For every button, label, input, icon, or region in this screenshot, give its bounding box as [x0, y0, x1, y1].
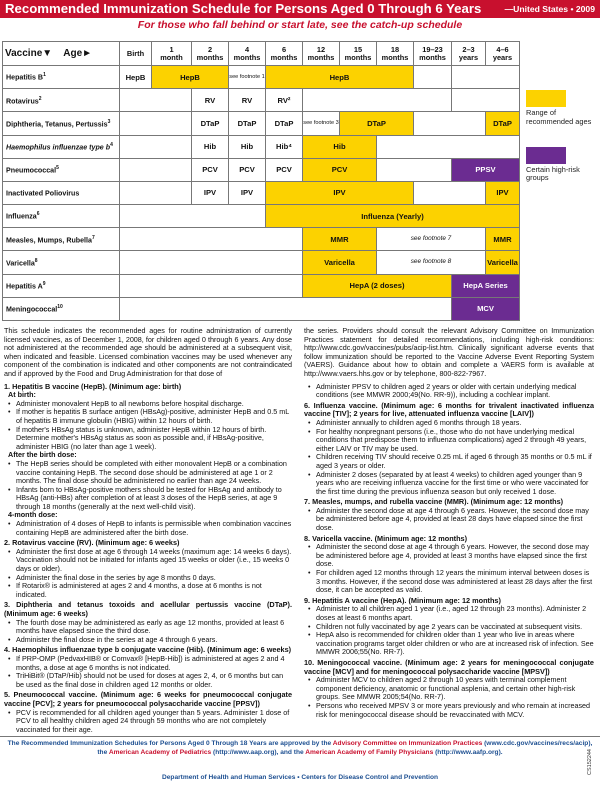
intro-right: the series. Providers should consult the relevant Advisory Committee on Immunization Practices statement for detailed recommendations, including high-risk conditions: http://www.cdc.gov/vaccines/pubs/acip-list.htm. Clinically significant adverse events that follow immunization should be reported to the Vaccine Adverse Event Reporting System (VAERS). Guidance about how to obtain and complete a VAERS form is available at http://www.vaers.hhs.gov or by telephone, 800-822-7967. [304, 327, 594, 378]
footnote-ref-cell: see footnote 8 [377, 251, 486, 274]
empty-cell [120, 274, 303, 297]
age-col-header: 12 months [303, 42, 340, 66]
legend-swatch-recommended [526, 90, 566, 107]
vaccine-name: Influenza$^6$ [3, 205, 120, 228]
empty-cell [120, 205, 266, 228]
recommended-age-cell: Varicella [486, 251, 520, 274]
age-col-header: 4–6 years [486, 42, 520, 66]
dose-cell: IPV [192, 181, 229, 204]
page-title: Recommended Immunization Schedule for Persons Aged 0 Through 6 Years [5, 1, 482, 16]
page-subtitle: For those who fall behind or start late, see the catch-up schedule [137, 19, 463, 31]
dose-cell: RV² [266, 89, 303, 112]
vaccine-row [3, 181, 520, 204]
vaccine-row [3, 251, 520, 274]
dose-cell: IPV [229, 181, 266, 204]
note-bullet: • If mother's HBsAg status is unknown, administer HepB within 12 hours of birth. Determine mother's HBsAg status as soon as possible and, if HBsAg-positive, administer HBIG (no later than age 1 week). [4, 426, 292, 452]
empty-cell [377, 135, 520, 158]
legend-label-recommended: Range of recommended ages [526, 108, 592, 126]
age-col-header: Birth [120, 42, 152, 66]
note-heading: 6. Influenza vaccine. (Minimum age: 6 months for trivalent inactivated influenza vaccine [TIV]; 2 years for live, attenuated influenza vaccine [LAIV]) [304, 400, 594, 419]
footnote-ref-cell: see footnote 1 [229, 66, 266, 89]
recommended-age-cell: MMR [486, 228, 520, 251]
empty-cell [120, 181, 192, 204]
footer-department: Department of Health and Human Services • Centers for Disease Control and Prevention [161, 774, 439, 781]
note-heading: 10. Meningococcal vaccine. (Minimum age: 2 years for meningococcal conjugate vaccine [MCV] and for meningococcal polysaccharide vaccine [MPSV]) [304, 657, 594, 676]
note-bullet: • Administer the first dose at age 6 through 14 weeks (maximum age: 14 weeks 6 days). Vaccination should not be initiated for infants aged 15 weeks or older (i.e., 15 weeks 0 days or older). [4, 548, 292, 574]
note-bullet: • Persons who received MPSV 3 or more years previously and who remain at increased risk for meningococcal disease should be revaccinated with MCV. [304, 702, 594, 719]
vaccine-row [3, 158, 520, 181]
age-col-header: 19–23 months [414, 42, 452, 66]
vaccine-name: Inactivated Poliovirus [3, 181, 120, 204]
dose-cell: PCV [192, 158, 229, 181]
empty-cell [303, 89, 452, 112]
age-col-header: 18 months [377, 42, 414, 66]
vaccine-name: Rotavirus$^2$ [3, 89, 120, 112]
note-bullet: • The HepB series should be completed with either monovalent HepB or a combination vaccine containing HepB. The second dose should be administered at age 1 or 2 months. The final dose should be administered no earlier than age 24 weeks. [4, 460, 292, 486]
note-bullet: • Infants born to HBsAg-positive mothers should be tested for HBsAg and antibody to HBsAg (anti-HBs) after completion of at least 3 doses of the HepB series, at age 9 through 18 months (generally at the next well-child visit). [4, 486, 292, 512]
recommended-age-cell: Varicella [303, 251, 377, 274]
note-heading: 9. Hepatitis A vaccine (HepA). (Minimum age: 12 months) [304, 595, 501, 605]
notes-right [304, 383, 594, 720]
legend-label-high-risk: Certain high-risk groups [526, 164, 580, 183]
dose-cell: RV [229, 89, 266, 112]
vaccine-row [3, 205, 520, 228]
recommended-age-cell: Hib [303, 135, 377, 158]
vaccine-name: Diphtheria, Tetanus, Pertussis$^3$ [3, 112, 120, 135]
note-bullet: • Administer PPSV to children aged 2 years or older with certain underlying medical conditions (see MMWR 2000;49(No. RR-9)), including a cochlear implant. [304, 383, 594, 400]
recommended-age-cell: IPV [266, 181, 414, 204]
vaccine-name: Pneumococcal$^5$ [3, 158, 120, 181]
vaccine-row [3, 135, 520, 158]
note-bullet: • If mother is hepatitis B surface antigen (HBsAg)-positive, administer HepB and 0.5 mL of hepatitis B immune globulin (HBIG) within 12 hours of birth. [4, 408, 292, 425]
recommended-age-cell: MMR [303, 228, 377, 251]
age-col-header: 2–3 years [452, 42, 486, 66]
empty-cell [452, 89, 520, 112]
vaccine-name: Haemophilus influenzae type $b^4$ [3, 135, 120, 158]
note-bullet: • If PRP-OMP (PedvaxHIB® or Comvax® [HepB-Hib]) is administered at ages 2 and 4 months, a dose at age 6 months is not indicated. [4, 655, 292, 672]
dose-cell: PCV [266, 158, 303, 181]
dose-cell: PCV [229, 158, 266, 181]
note-bullet: • Administer the second dose at age 4 through 6 years. However, the second dose may be administered before age 4, provided at least 28 days have elapsed since the first dose. [304, 507, 594, 533]
note-subheading: After the birth dose: [8, 450, 77, 460]
note-bullet: • Administer annually to children aged 6 months through 18 years. [304, 419, 594, 428]
note-heading: 1. Hepatitis B vaccine (HepB). (Minimum age: birth) [4, 381, 182, 391]
age-col-header: 4 months [229, 42, 266, 66]
empty-cell [120, 112, 192, 135]
empty-cell [120, 297, 452, 320]
empty-cell [414, 181, 486, 204]
note-bullet: • Administer the final dose in the series by age 8 months 0 days. [4, 574, 292, 583]
note-bullet: • If Rotarix® is administered at ages 2 and 4 months, a dose at 6 months is not indicated. [4, 582, 292, 599]
footer-approval: The Recommended Immunization Schedules for Persons Aged 0 Through 18 Years are approved by the Advisory Committee on Immunization Practices (www.cdc.gov/vaccines/recs/acip), the American Academy of Pediatrics (http://www.aap.org), and the American Academy of Family Physicians (http://www.aafp.org). [7, 740, 593, 756]
note-bullet: • Administration of 4 doses of HepB to infants is permissible when combination vaccines containing HepB are administered after the birth dose. [4, 520, 292, 537]
legend [526, 90, 596, 183]
note-heading: 4. Haemophilus influenzae type b conjugate vaccine (Hib). (Minimum age: 6 weeks) [4, 645, 292, 655]
age-col-header: 6 months [266, 42, 303, 66]
vaccine-name: Varicella$^8$ [3, 251, 120, 274]
note-bullet: • Administer to all children aged 1 year (i.e., aged 12 through 23 months). Administer 2 doses at least 6 months apart. [304, 605, 594, 622]
recommended-age-cell: HepB [152, 66, 229, 89]
vaccine-row [3, 112, 520, 135]
vaccine-row [3, 89, 520, 112]
vaccine-name: Hepatitis $A^9$ [3, 274, 120, 297]
note-heading: 8. Varicella vaccine. (Minimum age: 12 months) [304, 533, 468, 543]
vaccine-name: Hepatitis $B^1$ [3, 66, 120, 89]
age-col-header: 2 months [192, 42, 229, 66]
notes-left [4, 383, 292, 735]
region-year: —United States • 2009 [504, 4, 595, 14]
note-bullet: • Administer the final dose in the series at age 4 through 6 years. [4, 636, 292, 645]
right-column [304, 327, 594, 719]
note-heading: 2. Rotavirus vaccine (RV). (Minimum age: 6 weeks) [4, 538, 180, 548]
note-bullet: • Administer 2 doses (separated by at least 4 weeks) to children aged younger than 9 years who are receiving influenza vaccine for the first time or who were vaccinated for the first time during the previous influenza season but only received 1 dose. [304, 471, 594, 497]
footnote-ref-cell: see footnote 7 [377, 228, 486, 251]
note-bullet: • The fourth dose may be administered as early as age 12 months, provided at least 6 months have elapsed since the third dose. [4, 619, 292, 636]
note-heading: 3. Diphtheria and tetanus toxoids and acellular pertussis vaccine (DTaP). (Minimum age: 6 weeks) [4, 600, 292, 618]
vaccine-name: Measles, Mumps, Rubella$^7$ [3, 228, 120, 251]
note-bullet: • Administer MCV to children aged 2 through 10 years with terminal complement component deficiency, anatomic or functional asplenia, and certain other high-risk groups. See MMWR 2005;54(No. RR-7). [304, 676, 594, 702]
dose-cell: DTaP [266, 112, 303, 135]
empty-cell [120, 89, 192, 112]
recommended-age-cell: Influenza (Yearly) [266, 205, 520, 228]
vaccine-row [3, 66, 520, 89]
dose-cell: RV [192, 89, 229, 112]
vaccine-row [3, 274, 520, 297]
document-code: CS152244 [587, 749, 593, 775]
note-heading: 7. Measles, mumps, and rubella vaccine (MMR). (Minimum age: 12 months) [304, 497, 564, 507]
empty-cell [377, 158, 452, 181]
empty-cell [452, 66, 520, 89]
note-subheading: At birth: [8, 390, 36, 400]
empty-cell [120, 158, 192, 181]
dose-cell: DTaP [192, 112, 229, 135]
title-banner [0, 0, 600, 18]
high-risk-cell: PPSV [452, 158, 520, 181]
recommended-age-cell: HepB [266, 66, 414, 89]
note-bullet: • Children receiving TIV should receive 0.25 mL if aged 6 through 35 months or 0.5 mL if aged 3 years or older. [304, 453, 594, 470]
recommended-age-cell: IPV [486, 181, 520, 204]
empty-cell [414, 66, 452, 89]
footer-divider [0, 736, 600, 737]
vaccine-name: Meningococcal$^{10}$ [3, 297, 120, 320]
age-col-header: 15 months [340, 42, 377, 66]
vaccine-row [3, 228, 520, 251]
dose-cell: DTaP [229, 112, 266, 135]
dose-cell: HepB [120, 66, 152, 89]
note-subheading: 4-month dose: [8, 510, 58, 520]
schedule-table [2, 41, 520, 321]
note-bullet: • Children not fully vaccinated by age 2 years can be vaccinated at subsequent visits. [304, 623, 594, 632]
age-header-row [3, 42, 520, 66]
note-bullet: • Administer monovalent HepB to all newborns before hospital discharge. [4, 400, 292, 409]
age-col-header: 1 month [152, 42, 192, 66]
dose-cell: Hib [229, 135, 266, 158]
empty-cell [414, 112, 486, 135]
note-bullet: • HepA also is recommended for children older than 1 year who live in areas where vaccination programs target older children or who are at increased risk of infection. See MMWR 2006;55(No. RR-7). [304, 631, 594, 657]
footnote-ref-cell: see footnote 3 [303, 112, 340, 135]
left-column [4, 327, 292, 734]
dose-cell: Hib [192, 135, 229, 158]
intro-left: This schedule indicates the recommended ages for routine administration of currently licensed vaccines, as of December 1, 2008, for children aged 0 through 6 years. Any dose not administered at the recommended age should be administered at a subsequent visit, when indicated and feasible. Licensed combination vaccines may be used whenever any component of the combination is indicated and other components are not contraindicated and if approved by the Food and Drug Administration for that dose of [4, 327, 292, 378]
dose-cell: Hib⁴ [266, 135, 303, 158]
legend-swatch-high-risk [526, 147, 566, 164]
note-bullet: • PCV is recommended for all children aged younger than 5 years. Administer 1 dose of PCV to all healthy children aged 24 through 59 months who are not completely vaccinated for their age. [4, 709, 292, 735]
note-bullet: • For healthy nonpregnant persons (i.e., those who do not have underlying medical conditions that predispose them to influenza complications) aged 2 through 49 years, either LAIV or TIV may be used. [304, 428, 594, 454]
recommended-age-cell: HepA (2 doses) [303, 274, 452, 297]
recommended-age-cell: DTaP [340, 112, 414, 135]
note-heading: 5. Pneumococcal vaccine. (Minimum age: 6 weeks for pneumococcal conjugate vaccine [PCV]; 2 years for pneumococcal polysaccharide vaccine [PPSV]) [4, 690, 292, 708]
high-risk-cell: MCV [452, 297, 520, 320]
recommended-age-cell: PCV [303, 158, 377, 181]
empty-cell [120, 135, 192, 158]
note-bullet: • For children aged 12 months through 12 years the minimum interval between doses is 3 months. However, if the second dose was administered at least 28 days after the first dose, it can be accepted as valid. [304, 569, 594, 595]
empty-cell [120, 228, 303, 251]
empty-cell [120, 251, 303, 274]
recommended-age-cell: DTaP [486, 112, 520, 135]
vaccine-age-header: Vaccine▼ Age► [3, 42, 120, 66]
note-bullet: • TriHiBit® (DTaP/Hib) should not be used for doses at ages 2, 4, or 6 months but can be used as the final dose in children aged 12 months or older. [4, 672, 292, 689]
high-risk-cell: HepA Series [452, 274, 520, 297]
vaccine-row [3, 297, 520, 320]
note-bullet: • Administer the second dose at age 4 through 6 years. However, the second dose may be administered before age 4, provided at least 3 months have elapsed since the first dose. [304, 543, 594, 569]
